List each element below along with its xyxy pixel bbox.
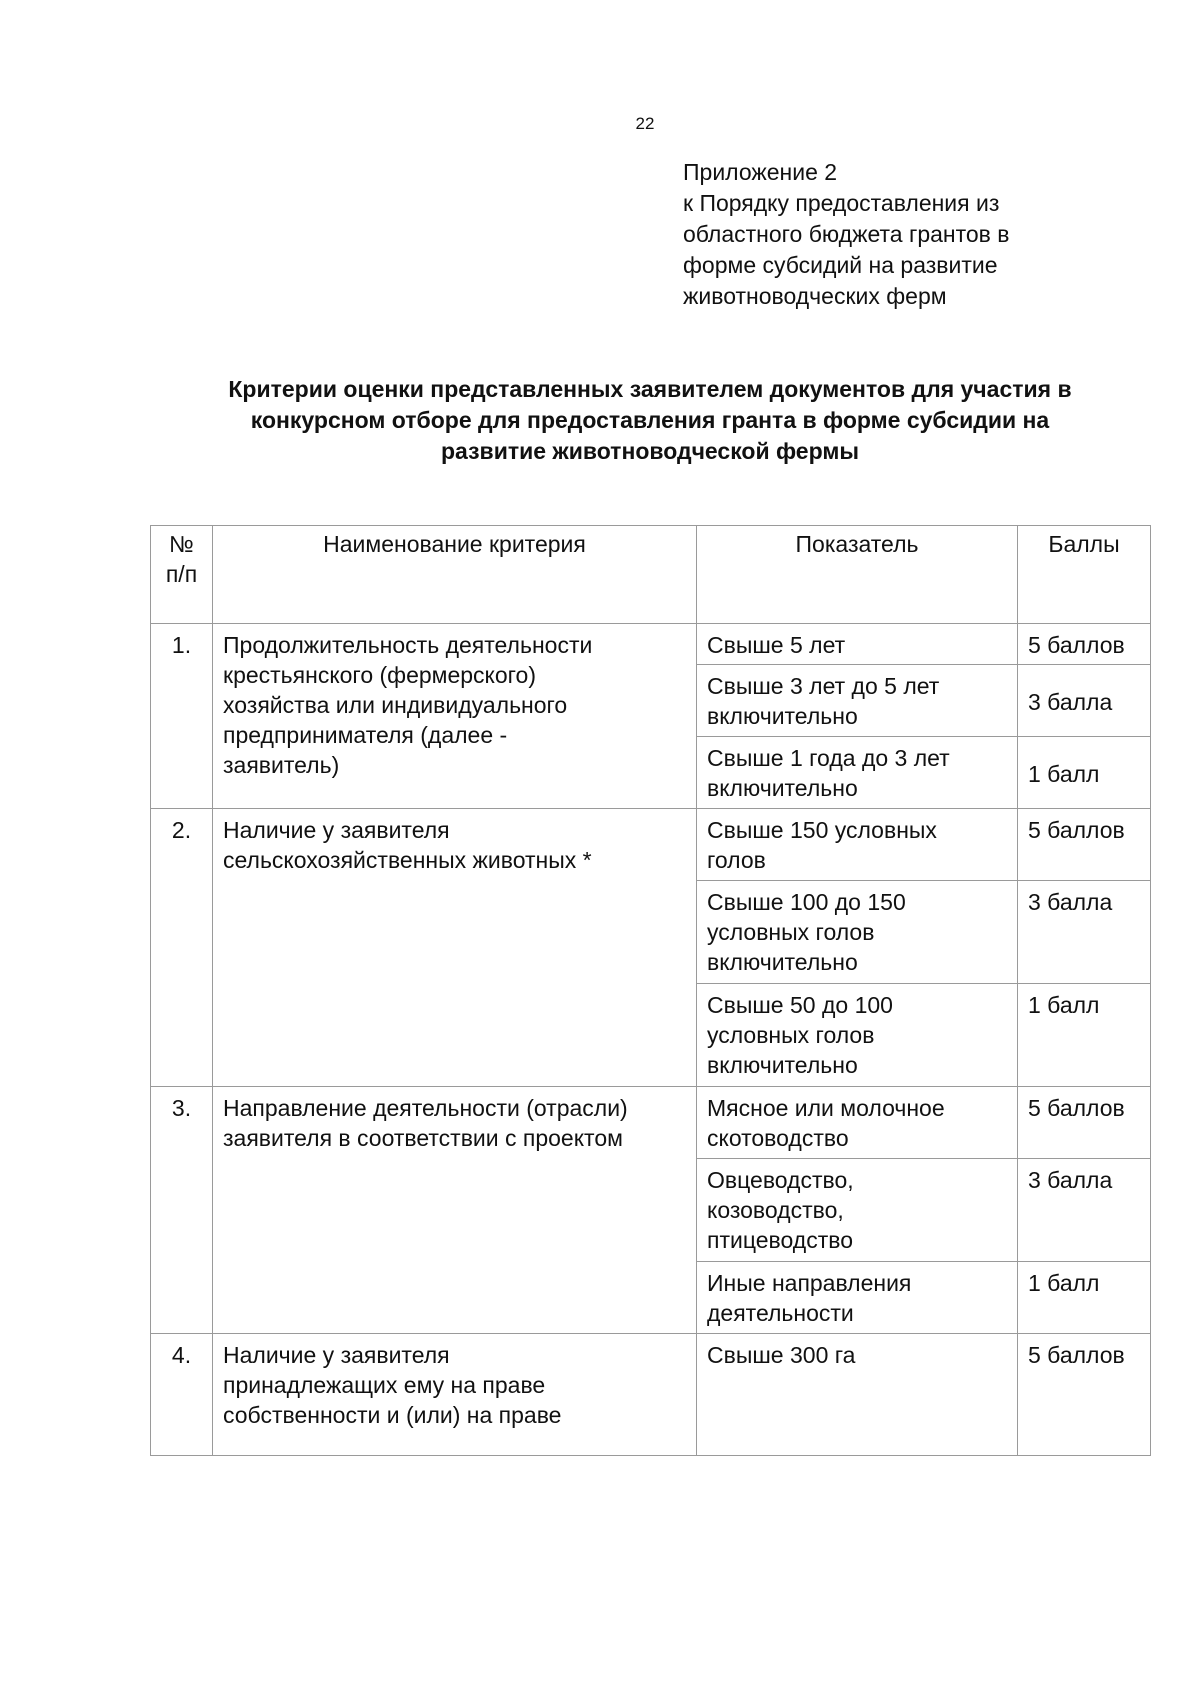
header-criterion: Наименование критерия [213,526,697,624]
points-cell: 1 балл [1018,984,1151,1087]
points-cell: 1 балл [1018,737,1151,809]
points-cell: 3 балла [1018,881,1151,984]
criterion-name: Наличие у заявителя сельскохозяйственных животных * [213,809,697,1087]
points-cell: 5 баллов [1018,809,1151,881]
indicator-cell: Овцеводство, козоводство, птицеводство [697,1159,1018,1262]
header-number: № п/п [151,526,213,624]
criterion-name: Продолжительность деятельности крестьянского (фермерского) хозяйства или индивидуального предпринимателя (далее - заявитель) [213,624,697,809]
table-row [151,809,1151,881]
appendix-line: форме субсидий на развитие [683,252,998,278]
document-title [140,374,1160,467]
criteria-table [150,525,1151,1456]
indicator-cell: Свыше 3 лет до 5 лет включительно [697,665,1018,737]
appendix-line: Приложение 2 [683,159,838,185]
table-row [151,1334,1151,1456]
criterion-number: 4. [151,1334,213,1456]
criterion-number: 2. [151,809,213,1087]
title-line: конкурсном отборе для предоставления гранта в форме субсидии на [250,407,1050,433]
header-points: Баллы [1018,526,1151,624]
points-cell: 1 балл [1018,1262,1151,1334]
appendix-note [683,157,1010,312]
points-cell: 3 балла [1018,1159,1151,1262]
table-row [151,1087,1151,1159]
criterion-name: Направление деятельности (отрасли) заявителя в соответствии с проектом [213,1087,697,1334]
table-row [151,624,1151,665]
title-line: Критерии оценки представленных заявителем документов для участия в [228,376,1072,402]
criterion-number: 3. [151,1087,213,1334]
appendix-line: животноводческих ферм [683,283,947,309]
table-header-row [151,526,1151,624]
appendix-line: областного бюджета грантов в [683,221,1010,247]
indicator-cell: Свыше 150 условных голов [697,809,1018,881]
appendix-line: к Порядку предоставления из [683,190,1000,216]
page-number: 22 [635,114,655,133]
indicator-cell: Свыше 1 года до 3 лет включительно [697,737,1018,809]
header-indicator: Показатель [697,526,1018,624]
points-cell: 3 балла [1018,665,1151,737]
indicator-cell: Свыше 50 до 100 условных голов включительно [697,984,1018,1087]
points-cell: 5 баллов [1018,1087,1151,1159]
title-line: развитие животноводческой фермы [441,438,859,464]
criterion-name: Наличие у заявителя принадлежащих ему на праве собственности и (или) на праве [213,1334,697,1456]
indicator-cell: Иные направления деятельности [697,1262,1018,1334]
indicator-cell: Свыше 5 лет [697,624,1018,665]
criterion-number: 1. [151,624,213,809]
indicator-cell: Мясное или молочное скотоводство [697,1087,1018,1159]
indicator-cell: Свыше 100 до 150 условных голов включительно [697,881,1018,984]
indicator-cell: Свыше 300 га [697,1334,1018,1456]
points-cell: 5 баллов [1018,1334,1151,1456]
points-cell: 5 баллов [1018,624,1151,665]
